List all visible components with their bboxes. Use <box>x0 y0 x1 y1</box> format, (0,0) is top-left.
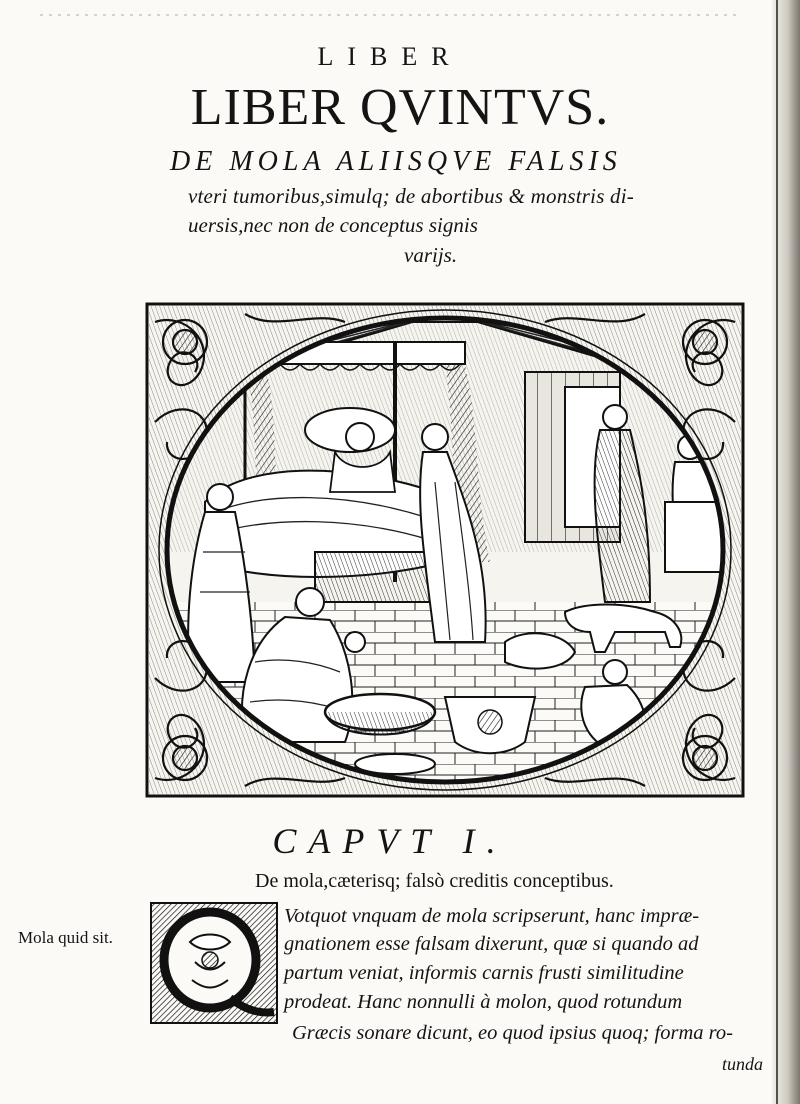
running-head: LIBER <box>317 42 463 71</box>
body-line-3: partum veniat, informis carnis frusti similitudine <box>284 962 684 984</box>
page-edge-line <box>776 0 778 1104</box>
catchword: tunda <box>722 1054 764 1074</box>
body-line-5: Græcis sonare dicunt, eo quod ipsius quoq; forma ro- <box>292 1022 733 1044</box>
subtitle-line-2: vteri tumoribus,simulq; de abortibus & monstris di- <box>188 184 634 208</box>
body-line-1: Votquot vnquam de mola scripserunt, hanc impræ- <box>284 905 700 927</box>
subtitle-line-3: uersis,nec non de conceptus signis <box>188 213 478 237</box>
top-ink-marks <box>40 14 740 16</box>
margin-note: Mola quid sit. <box>18 928 113 947</box>
chapter-number: CAPVT I. <box>272 821 508 861</box>
body-line-2: gnationem esse falsam dixerunt, quæ si quando ad <box>284 933 699 955</box>
book-title: LIBER QVINTVS. <box>190 79 610 136</box>
subtitle-line-4: varijs. <box>404 243 458 267</box>
body-line-4: prodeat. Hanc nonnulli à molon, quod rotundum <box>284 991 683 1013</box>
chapter-heading: De mola,cæterisq; falsò creditis conceptibus. <box>255 870 614 892</box>
drop-cap-q <box>150 902 278 1024</box>
subtitle-line-1: DE MOLA ALIISQVE FALSIS <box>170 146 622 177</box>
woodcut-illustration <box>145 302 745 798</box>
